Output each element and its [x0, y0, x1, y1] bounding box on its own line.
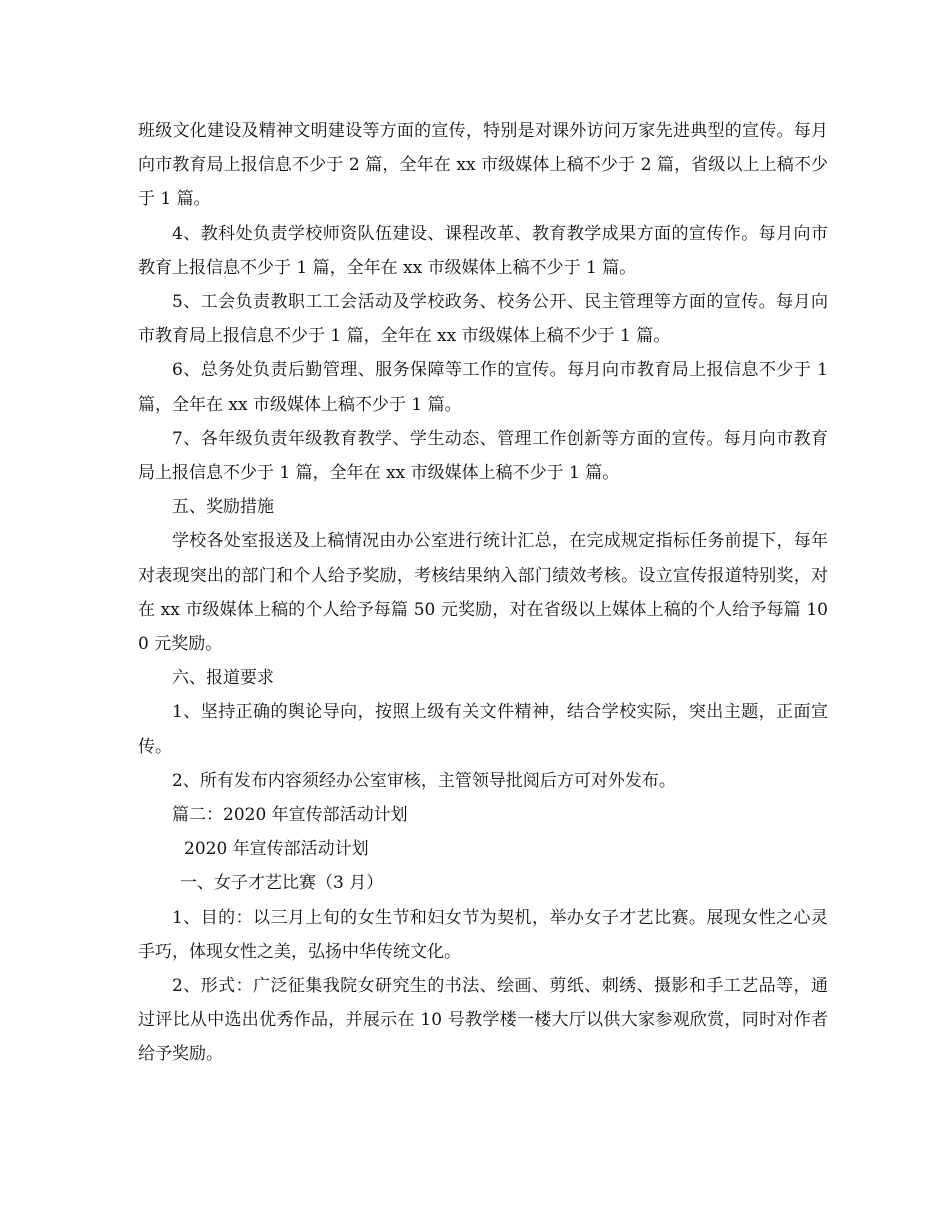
paragraph-rewards-body: 学校各处室报送及上稿情况由办公室进行统计汇总，在完成规定指标任务前提下，每年对表现突出的部门和个人给予奖励，考核结果纳入部门绩效考核。设立宣传报道特别奖，对在 xx 市级媒体上稿的个人给予每篇 50 元奖励，对在省级以上媒体上稿的个人给予每篇 100 元奖励。	[138, 531, 828, 655]
paragraph-requirement-2: 2、所有发布内容须经办公室审核，主管领导批阅后方可对外发布。	[172, 770, 676, 791]
paragraph-item-4-research-office: 4、教科处负责学校师资队伍建设、课程改革、教育教学成果方面的宣传作。每月向市教育上报信息不少于 1 篇，全年在 xx 市级媒体上稿不少于 1 篇。	[138, 223, 828, 278]
paragraph-item-7-grade-levels: 7、各年级负责年级教育教学、学生动态、管理工作创新等方面的宣传。每月向市教育局上报信息不少于 1 篇，全年在 xx 市级媒体上稿不少于 1 篇。	[138, 428, 828, 484]
section-heading-reporting-requirements: 六、报道要求	[172, 668, 274, 689]
paragraph-item-6-general-affairs: 6、总务处负责后勤管理、服务保障等工作的宣传。每月向市教育局上报信息不少于 1 篇，全年在 xx 市级媒体上稿不少于 1 篇。	[138, 360, 828, 415]
section-heading-talent-contest: 一、女子才艺比赛（3 月）	[180, 873, 384, 894]
paragraph-contest-purpose: 1、目的：以三月上旬的女生节和妇女节为契机，举办女子才艺比赛。展现女性之心灵手巧，体现女性之美，弘扬中华传统文化。	[138, 907, 828, 962]
section-heading-rewards: 五、奖励措施	[172, 497, 274, 518]
document-title-activity-plan: 2020 年宣传部活动计划	[184, 839, 369, 860]
chapter-heading-part-two: 篇二：2020 年宣传部活动计划	[172, 805, 408, 826]
paragraph-contest-format: 2、形式：广泛征集我院女研究生的书法、绘画、剪纸、刺绣、摄影和手工艺品等，通过评比从中选出优秀作品，并展示在 10 号教学楼一楼大厅以供大家参观欣赏，同时对作者给予奖励。	[138, 976, 828, 1065]
paragraph-item-5-labor-union: 5、工会负责教职工工会活动及学校政务、校务公开、民主管理等方面的宣传。每月向市教育局上报信息不少于 1 篇，全年在 xx 市级媒体上稿不少于 1 篇。	[138, 292, 828, 347]
paragraph-requirement-1: 1、坚持正确的舆论导向，按照上级有关文件精神，结合学校实际，突出主题，正面宣传。	[138, 702, 828, 757]
paragraph-publicity-class-culture: 班级文化建设及精神文明建设等方面的宣传，特别是对课外访问万家先进典型的宣传。每月向市教育局上报信息不少于 2 篇，全年在 xx 市级媒体上稿不少于 2 篇，省级以上上稿不少于 1 篇。	[138, 121, 828, 210]
document-body	[138, 114, 828, 1072]
